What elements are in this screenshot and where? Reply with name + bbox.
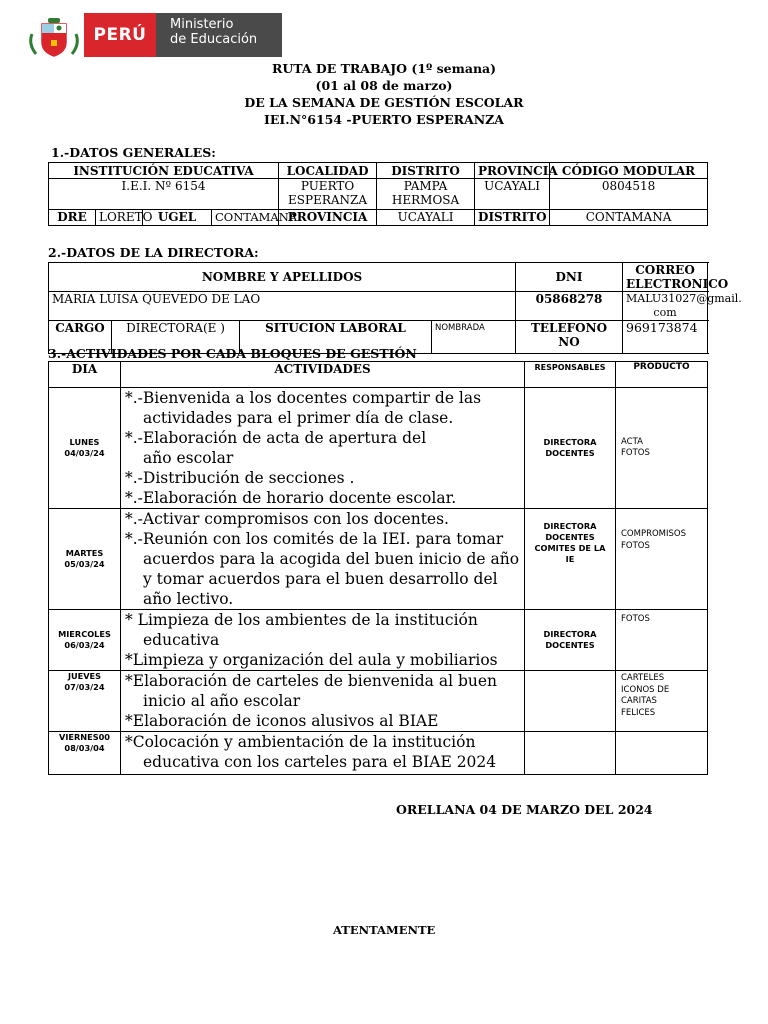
activities-table — [48, 361, 708, 775]
ugel-value: CONTAMANA — [212, 210, 279, 226]
section-director-heading: 2.-DATOS DE LA DIRECTORA: — [48, 245, 259, 260]
product-cell — [616, 732, 708, 775]
general-data-table — [48, 162, 708, 226]
responsible-cell: DIRECTORA DOCENTES — [525, 610, 616, 671]
header-district: DISTRITO — [377, 163, 475, 179]
logo-ministry-text: Ministerio de Educación — [156, 13, 282, 57]
activity-row — [49, 732, 708, 775]
province-label: PROVINCIA — [279, 210, 377, 226]
director-dni: 05868278 — [516, 292, 623, 321]
dre-value: LORETO — [96, 210, 143, 226]
province-value-2: UCAYALI — [377, 210, 475, 226]
closing-regards: ATENTAMENTE — [333, 923, 436, 937]
district-value: PAMPA HERMOSA — [377, 179, 475, 210]
activities-cell: *Elaboración de carteles de bienvenida al buen inicio al año escolar *Elaboración de iconos alusivos al BIAE — [121, 671, 525, 732]
activity-row — [49, 509, 708, 610]
logo-peru-text: PERÚ — [84, 13, 156, 57]
phone-label: TELEFONO NO — [516, 321, 623, 354]
product-cell: CARTELES ICONOS DE CARITAS FELICES — [616, 671, 708, 732]
section-activities-heading: 3.-ACTIVIDADES POR CADA BLOQUES DE GESTIÓN — [48, 346, 417, 361]
header-responsible: RESPONSABLES — [525, 362, 616, 388]
activities-cell: *.-Bienvenida a los docentes compartir de las actividades para el primer día de clase. *.-Elaboración de acta de apertura del año escolar *.-Distribución de secciones . *.-Elaboración de horario docente escolar. — [121, 388, 525, 509]
responsible-cell — [525, 732, 616, 775]
title-line-2: (01 al 08 de marzo) — [315, 78, 453, 93]
locality-value: PUERTO ESPERANZA — [279, 179, 377, 210]
title-line-3: DE LA SEMANA DE GESTIÓN ESCOLAR — [244, 95, 524, 110]
activity-row — [49, 388, 708, 509]
phone-value: 969173874 — [623, 321, 708, 354]
day-cell: JUEVES 07/03/24 — [49, 671, 121, 732]
activities-cell: *.-Activar compromisos con los docentes. *.-Reunión con los comités de la IEI. para tomar acuerdos para la acogida del buen inicio de año y tomar acuerdos para el buen desarrollo del año lectivo. — [121, 509, 525, 610]
responsible-cell — [525, 671, 616, 732]
province-value: UCAYALI — [475, 179, 550, 210]
district-label: DISTRITO — [475, 210, 550, 226]
header-dni: DNI — [516, 263, 623, 292]
header-institution: INSTITUCIÓN EDUCATIVA — [49, 163, 279, 179]
title-line-4: IEI.N°6154 -PUERTO ESPERANZA — [264, 112, 504, 127]
header-day: DIA — [49, 362, 121, 388]
header-email: CORREO ELECTRONICO — [623, 263, 708, 292]
day-cell: MIERCOLES 06/03/24 — [49, 610, 121, 671]
activity-row — [49, 671, 708, 732]
director-data-table — [48, 262, 742, 354]
title-line-1: RUTA DE TRABAJO (1º semana) — [271, 61, 497, 76]
responsible-cell: DIRECTORA DOCENTES — [525, 388, 616, 509]
code-value: 0804518 — [550, 179, 708, 210]
day-cell: MARTES 05/03/24 — [49, 509, 121, 610]
cargo-label: CARGO — [49, 321, 112, 354]
director-name: MARIA LUISA QUEVEDO DE LAO — [49, 292, 516, 321]
header-name: NOMBRE Y APELLIDOS — [49, 263, 516, 292]
activities-cell: *Colocación y ambientación de la institución educativa con los carteles para el BIAE 2024 — [121, 732, 525, 775]
header-activities: ACTIVIDADES — [121, 362, 525, 388]
dre-label: DRE — [49, 210, 96, 226]
ministry-logo — [84, 13, 282, 57]
product-cell: FOTOS — [616, 610, 708, 671]
header-code: CÓDIGO MODULAR — [550, 163, 708, 179]
day-cell: VIERNES00 08/03/04 — [49, 732, 121, 775]
responsible-cell: DIRECTORA DOCENTES COMITES DE LA IE — [525, 509, 616, 610]
product-cell: COMPROMISOS FOTOS — [616, 509, 708, 610]
header-province: PROVINCIA — [475, 163, 550, 179]
status-label: SITUCION LABORAL — [240, 321, 432, 354]
closing-place-date: ORELLANA 04 DE MARZO DEL 2024 — [396, 802, 653, 817]
product-cell: ACTA FOTOS — [616, 388, 708, 509]
coat-of-arms-icon — [28, 14, 80, 58]
header-product: PRODUCTO — [616, 362, 708, 388]
activities-cell: * Limpieza de los ambientes de la institución educativa *Limpieza y organización del aula y mobiliarios — [121, 610, 525, 671]
ugel-label: UGEL — [143, 210, 212, 226]
institution-value: I.E.I. Nº 6154 — [49, 179, 279, 210]
header-locality: LOCALIDAD — [279, 163, 377, 179]
activity-row — [49, 610, 708, 671]
status-value: NOMBRADA — [432, 321, 516, 354]
cargo-value: DIRECTORA(E ) — [112, 321, 240, 354]
section-general-heading: 1.-DATOS GENERALES: — [51, 145, 216, 160]
director-email: MALU31027@gmail. com — [623, 292, 708, 321]
district-value-2: CONTAMANA — [550, 210, 708, 226]
day-cell: LUNES 04/03/24 — [49, 388, 121, 509]
